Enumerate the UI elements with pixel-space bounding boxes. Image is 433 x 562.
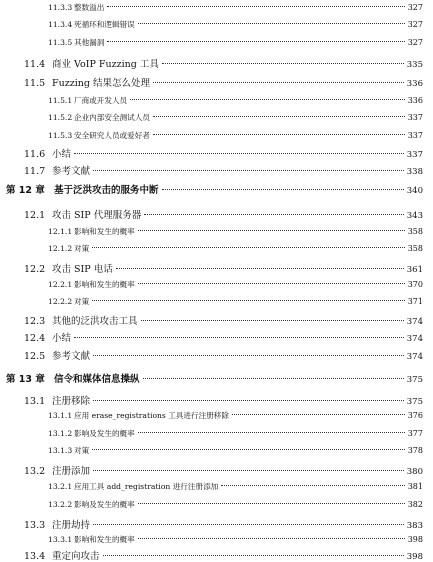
toc-entry-title: 对策 xyxy=(74,244,90,253)
toc-entry-number: 11.7 xyxy=(24,166,46,177)
toc-subsection-row xyxy=(0,410,433,421)
toc-entry-number: 11.3.5 xyxy=(48,38,73,47)
toc-subsection-row xyxy=(0,19,433,30)
toc-page-number: 327 xyxy=(407,20,423,29)
toc-page-number: 398 xyxy=(407,535,423,544)
toc-subsection-row xyxy=(0,226,433,237)
toc-page-number: 370 xyxy=(407,280,423,289)
toc-page-number: 336 xyxy=(406,79,423,89)
dot-leader xyxy=(116,268,404,269)
toc-entry-title: 整数溢出 xyxy=(74,3,105,12)
toc-page-number: 371 xyxy=(407,297,423,306)
toc-entry-number: 12.4 xyxy=(24,333,46,344)
toc-entry-number: 11.5.1 xyxy=(48,96,73,105)
toc-chapter-row xyxy=(0,182,433,196)
dot-leader xyxy=(93,355,404,356)
toc-page-number: 327 xyxy=(407,3,423,12)
dot-leader xyxy=(153,82,404,83)
toc-subsection-row xyxy=(0,37,433,48)
toc-subsection-row xyxy=(0,95,433,106)
toc-subsection-row xyxy=(0,296,433,307)
toc-page-number: 336 xyxy=(407,96,423,105)
toc-subsection-row xyxy=(0,481,433,492)
toc-chapter-row xyxy=(0,371,433,385)
toc-entry-title: 注册移除 xyxy=(52,396,91,407)
toc-section-row xyxy=(0,56,433,70)
toc-page-number: 335 xyxy=(406,60,423,70)
toc-page-number: 374 xyxy=(406,317,423,327)
dot-leader xyxy=(232,414,405,415)
toc-entry-title: 攻击 SIP 代理服务器 xyxy=(52,210,142,221)
toc-page-number: 338 xyxy=(406,167,423,177)
toc-entry-number: 11.5.2 xyxy=(48,113,73,122)
toc-entry-title: 死循环和逻辑错误 xyxy=(74,20,135,29)
toc-entry-number: 12.5 xyxy=(24,351,46,362)
toc-section-row xyxy=(0,463,433,477)
toc-entry-title: 其他的泛洪攻击工具 xyxy=(52,316,138,327)
toc-subsection-row xyxy=(0,534,433,545)
dot-leader xyxy=(93,470,404,471)
dot-leader xyxy=(153,134,405,135)
dot-leader xyxy=(92,449,405,450)
toc-section-row xyxy=(0,163,433,177)
dot-leader xyxy=(144,214,404,215)
toc-entry-number: 12.3 xyxy=(24,316,46,327)
dot-leader xyxy=(153,116,405,117)
dot-leader xyxy=(107,41,404,42)
toc-entry-title: 安全研究人员或爱好者 xyxy=(74,131,150,140)
toc-page-number: 378 xyxy=(407,446,423,455)
toc-entry-title: 注册添加 xyxy=(52,466,91,477)
toc-entry-number: 13.1.2 xyxy=(48,429,73,438)
toc-entry-title: 影响和发生的概率 xyxy=(74,280,135,289)
toc-page-number: 327 xyxy=(407,38,423,47)
toc-page-number: 383 xyxy=(406,521,423,531)
toc-entry-number: 11.6 xyxy=(24,149,46,160)
toc-subsection-row xyxy=(0,279,433,290)
toc-entry-number: 13.1 xyxy=(24,396,46,407)
toc-entry-title: 影响和发生的概率 xyxy=(74,535,135,544)
toc-entry-title: 影响和发生的概率 xyxy=(74,227,135,236)
dot-leader xyxy=(138,538,405,539)
toc-page-number: 381 xyxy=(407,482,423,491)
toc-entry-number: 第 13 章 xyxy=(6,374,45,385)
toc-section-row xyxy=(0,207,433,221)
toc-page-number: 377 xyxy=(407,429,423,438)
toc-page-number: 376 xyxy=(407,411,423,420)
dot-leader xyxy=(93,400,404,401)
toc-section-row xyxy=(0,330,433,344)
toc-entry-title: 参考文献 xyxy=(52,166,91,177)
toc-entry-title: 应用 erase_registrations 工具进行注册移除 xyxy=(74,411,229,420)
toc-page-number: 398 xyxy=(406,552,423,562)
toc-page-number: 382 xyxy=(407,500,423,509)
toc-entry-title: 对策 xyxy=(74,446,90,455)
dot-leader xyxy=(93,170,404,171)
toc-page-number: 337 xyxy=(407,113,423,122)
toc-page-number: 375 xyxy=(406,397,423,407)
toc-page-number: 340 xyxy=(406,186,423,196)
toc-entry-number: 12.2.2 xyxy=(48,297,73,306)
toc-entry-title: 重定向攻击 xyxy=(52,551,100,562)
toc-entry-number: 12.1.1 xyxy=(48,227,73,236)
toc-entry-title: 应用工具 add_registration 进行注册添加 xyxy=(74,482,219,491)
toc-page-number: 374 xyxy=(406,352,423,362)
toc-entry-number: 11.3.3 xyxy=(48,3,73,12)
toc-entry-number: 12.2.1 xyxy=(48,280,73,289)
toc-entry-title: 厂商或开发人员 xyxy=(74,96,128,105)
dot-leader xyxy=(107,6,404,7)
toc-entry-title: 攻击 SIP 电话 xyxy=(52,264,113,275)
dot-leader xyxy=(92,300,405,301)
dot-leader xyxy=(138,283,405,284)
toc-entry-title: 基于泛洪攻击的服务中断 xyxy=(54,185,159,196)
toc-subsection-row xyxy=(0,445,433,456)
toc-page-number: 375 xyxy=(406,375,423,385)
toc-entry-title: 注册劫持 xyxy=(52,520,91,531)
toc-entry-number: 11.5 xyxy=(24,78,46,89)
toc-entry-title: Fuzzing 结果怎么处理 xyxy=(52,78,150,89)
dot-leader xyxy=(93,524,404,525)
toc-entry-title: 小结 xyxy=(52,149,72,160)
toc-entry-number: 13.2 xyxy=(24,466,46,477)
toc-entry-title: 信令和媒体信息操纵 xyxy=(54,374,140,385)
toc-entry-number: 11.3.4 xyxy=(48,20,73,29)
toc-entry-number: 13.4 xyxy=(24,551,46,562)
toc-entry-title: 影响及发生的概率 xyxy=(74,429,135,438)
toc-entry-number: 11.5.3 xyxy=(48,131,73,140)
toc-subsection-row xyxy=(0,2,433,13)
toc-entry-number: 13.2.2 xyxy=(48,500,73,509)
toc-subsection-row xyxy=(0,243,433,254)
dot-leader xyxy=(162,63,404,64)
dot-leader xyxy=(138,23,405,24)
toc-section-row xyxy=(0,548,433,562)
toc-entry-number: 13.1.3 xyxy=(48,446,73,455)
toc-entry-number: 12.1.2 xyxy=(48,244,73,253)
toc-section-row xyxy=(0,261,433,275)
toc-page-number: 343 xyxy=(406,211,423,221)
dot-leader xyxy=(138,432,405,433)
dot-leader xyxy=(138,503,405,504)
toc-subsection-row xyxy=(0,130,433,141)
toc-entry-number: 12.2 xyxy=(24,264,46,275)
toc-entry-number: 13.1.1 xyxy=(48,411,73,420)
toc-entry-number: 12.1 xyxy=(24,210,46,221)
dot-leader xyxy=(162,189,404,190)
toc-entry-number: 13.2.1 xyxy=(48,482,73,491)
toc-entry-title: 企业内部安全测试人员 xyxy=(74,113,150,122)
toc-entry-title: 商业 VoIP Fuzzing 工具 xyxy=(52,59,159,70)
dot-leader xyxy=(138,230,405,231)
toc-section-row xyxy=(0,146,433,160)
toc-entry-title: 影响及发生的概率 xyxy=(74,500,135,509)
toc-subsection-row xyxy=(0,428,433,439)
toc-section-row xyxy=(0,313,433,327)
toc-section-row xyxy=(0,517,433,531)
toc-page-number: 358 xyxy=(407,244,423,253)
toc-page-number: 361 xyxy=(406,265,423,275)
dot-leader xyxy=(141,320,404,321)
toc-page-number: 374 xyxy=(406,334,423,344)
toc-page-number: 337 xyxy=(407,131,423,140)
toc-entry-number: 13.3 xyxy=(24,520,46,531)
toc-section-row xyxy=(0,393,433,407)
toc-entry-title: 对策 xyxy=(74,297,90,306)
toc-entry-title: 其他漏洞 xyxy=(74,38,105,47)
toc-entry-number: 11.4 xyxy=(24,59,46,70)
toc-section-row xyxy=(0,348,433,362)
dot-leader xyxy=(143,378,404,379)
toc-entry-title: 参考文献 xyxy=(52,351,91,362)
toc-subsection-row xyxy=(0,112,433,123)
toc-entry-title: 小结 xyxy=(52,333,72,344)
dot-leader xyxy=(74,153,404,154)
toc-subsection-row xyxy=(0,499,433,510)
toc-entry-number: 13.3.1 xyxy=(48,535,73,544)
toc-entry-number: 第 12 章 xyxy=(6,185,45,196)
dot-leader xyxy=(221,485,404,486)
dot-leader xyxy=(74,337,404,338)
toc-page-number: 358 xyxy=(407,227,423,236)
toc-section-row xyxy=(0,75,433,89)
dot-leader xyxy=(92,247,405,248)
toc-page-number: 337 xyxy=(406,150,423,160)
dot-leader xyxy=(130,99,405,100)
toc-page-number: 380 xyxy=(406,467,423,477)
